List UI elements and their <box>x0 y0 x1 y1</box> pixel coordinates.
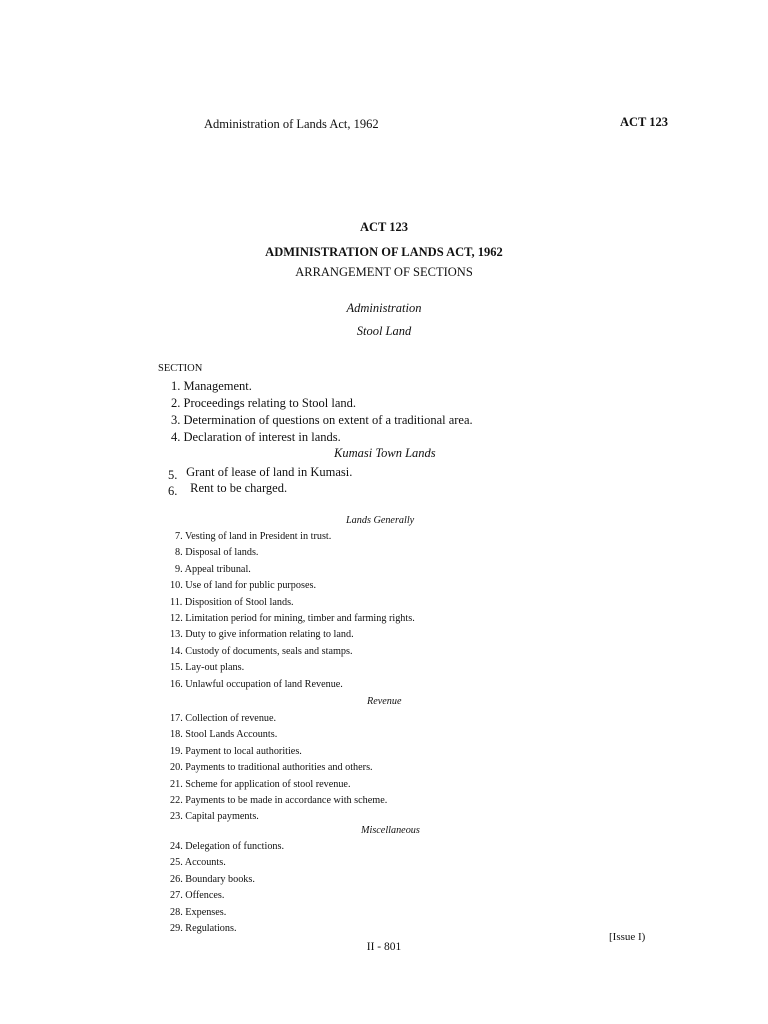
act-title-heading: ADMINISTRATION OF LANDS ACT, 1962 <box>265 245 503 259</box>
revenue-heading: Revenue <box>367 696 402 707</box>
lands-generally-list <box>170 529 415 693</box>
miscellaneous-list <box>170 839 284 937</box>
arrangement-heading: ARRANGEMENT OF SECTIONS <box>295 265 473 279</box>
list-item: 13. Duty to give information relating to land. <box>170 629 354 641</box>
list-item: 15. Lay-out plans. <box>170 662 245 674</box>
list-item: 3. Determination of questions on extent of a traditional area. <box>171 413 473 427</box>
list-item: 14. Custody of documents, seals and stamps. <box>170 645 353 657</box>
list-item: 16. Unlawful occupation of land Revenue. <box>170 678 343 690</box>
item-text: Grant of lease of land in Kumasi. <box>186 465 353 479</box>
list-item: 2. Proceedings relating to Stool land. <box>171 396 357 410</box>
kumasi-heading: Kumasi Town Lands <box>334 446 436 460</box>
list-item: 19. Payment to local authorities. <box>170 745 302 757</box>
section-label: SECTION <box>158 363 203 374</box>
list-item: 18. Stool Lands Accounts. <box>170 729 278 741</box>
running-header-act-number: ACT 123 <box>620 115 669 129</box>
list-item <box>168 481 287 496</box>
list-item: 7. Vesting of land in President in trust. <box>175 531 332 542</box>
revenue-list <box>170 711 387 826</box>
list-item: 11. Disposition of Stool lands. <box>170 596 294 608</box>
page-number: II - 801 <box>366 941 402 953</box>
list-item: 1. Management. <box>171 379 252 393</box>
list-item <box>168 465 352 480</box>
list-item: 10. Use of land for public purposes. <box>170 580 316 592</box>
list-item: 27. Offences. <box>170 890 225 902</box>
list-item: 9. Appeal tribunal. <box>175 563 251 575</box>
list-item: 29. Regulations. <box>170 923 237 935</box>
running-header-title: Administration of Lands Act, 1962 <box>204 117 379 131</box>
stool-land-heading: Stool Land <box>356 324 412 338</box>
list-item: 26. Boundary books. <box>170 873 255 885</box>
issue-label: [Issue I) <box>609 931 646 943</box>
list-item: 21. Scheme for application of stool revenue. <box>170 778 351 790</box>
list-item: 23. Capital payments. <box>170 811 259 823</box>
list-item: 20. Payments to traditional authorities and others. <box>170 762 373 774</box>
part-heading: Administration <box>346 301 422 315</box>
lands-generally-heading: Lands Generally <box>346 515 415 526</box>
act-number-heading: ACT 123 <box>359 220 409 234</box>
list-item: 28. Expenses. <box>170 906 227 918</box>
item-number: 6. <box>168 484 178 498</box>
list-item: 17. Collection of revenue. <box>170 713 277 724</box>
list-item: 12. Limitation period for mining, timber and farming rights. <box>170 613 415 625</box>
item-number: 5. <box>168 468 178 482</box>
list-item: 4. Declaration of interest in lands. <box>171 430 341 444</box>
miscellaneous-heading: Miscellaneous <box>361 825 420 836</box>
list-item: 25. Accounts. <box>170 857 226 869</box>
list-item: 22. Payments to be made in accordance with scheme. <box>170 795 388 807</box>
item-text: Rent to be charged. <box>190 481 288 495</box>
list-item: 24. Delegation of functions. <box>170 841 285 852</box>
stool-land-list <box>171 378 473 446</box>
list-item: 8. Disposal of lands. <box>175 547 259 559</box>
